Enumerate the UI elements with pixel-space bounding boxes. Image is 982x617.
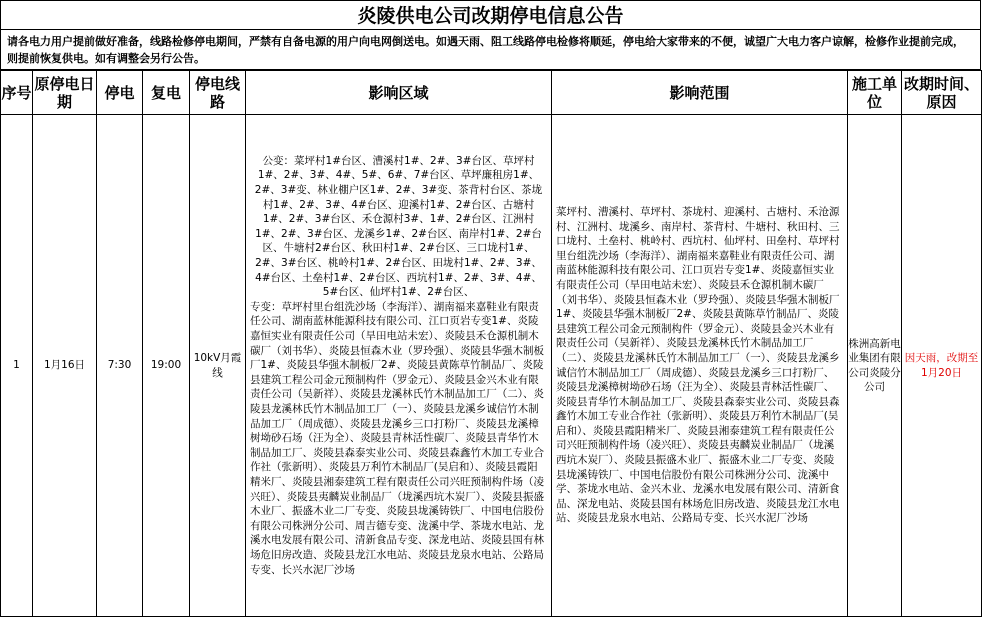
header-scope: 影响范围 — [552, 71, 848, 115]
notice-text: 请各电力用户提前做好准备，线路检修停电期间，严禁有自备电源的用户向电网倒送电。如遇天雨、阻工线路停电检修将顺延，停电给大家带来的不便，诚望广大电力客户谅解，检修作业提前完成，则提前恢复供电。如有调整会另行公告。 — [0, 30, 981, 70]
header-on: 复电 — [143, 71, 190, 115]
cell-reason: 因天雨，改期至1月20日 — [902, 115, 982, 617]
cell-area — [246, 115, 552, 617]
header-reason: 改期时间、原因 — [902, 71, 982, 115]
cell-line: 10kV月霞线 — [190, 115, 246, 617]
table-header-row — [1, 71, 982, 115]
cell-unit: 株洲高新电业集团有限公司炎陵分公司 — [848, 115, 902, 617]
cell-orig-date: 1月16日 — [33, 115, 97, 617]
cell-off-time: 7:30 — [97, 115, 143, 617]
area-dedicated-transformers: 专变：草坪村里台组洗沙场（李海洋）、湖南福来嘉鞋业有限责任公司、湖南蓝林能源科技有限公司、江口页岩专变1#、炎陵嘉恒实业有限责任公司（旱田电站未宏）、炎陵县禾仓源机制木碳厂（刘书华）、炎陵县恒森木业（罗玲强）、炎陵县华强木制板厂1#、炎陵县华强木制板厂2#、炎陵县黄陈草竹制品厂、炎陵县建筑工程公司金元预制构件（罗金元）、炎陵县金兴木业有限责任公司（吴新祥）、炎陵县龙溪林氏竹木制品加工厂（二）、炎陵县龙溪林氏竹木制品加工厂（一）、炎陵县龙溪乡诚信竹木制品加工厂（周成德）、炎陵县龙溪乡三口打粉厂、炎陵县龙溪樟树坳砂石场（汪为全）、炎陵县青林活性碳厂、炎陵县青华竹木制品加工厂、炎陵县森泰实业公司、炎陵县森鑫竹木加工专业合作社（张新明）、炎陵县万利竹木制品厂(吴启和）、炎陵县霞阳精米厂、炎陵县湘泰建筑工程有限责任公司兴旺预制构件场（凌兴旺）、炎陵县夷麟炭业制品厂（垅溪西坑木炭厂）、炎陵县振盛木业厂、振盛木业二厂专变、炎陵县垅溪铸铁厂、中国电信股份有限公司株洲分公司、周吉德专变、泷溪中学、茶垅水电站、龙溪水电发展有限公司、清新食品专变、深龙电站、炎陵县国有林场危旧房改造、炎陵县龙江水电站、炎陵县龙泉水电站、公路局专变、长兴水泥厂沙场 — [250, 300, 544, 576]
header-area: 影响区域 — [246, 71, 552, 115]
header-seq: 序号 — [1, 71, 33, 115]
area-public-transformers: 公变：菜坪村1#台区、漕溪村1#、2#、3#台区、草坪村1#、2#、3#、4#、5#、6#、7#台区、草坪廉租房1#、2#、3#变、林业棚户区1#、2#、3#变、茶背村台区、茶垅村1#、2#、3#、4#台区、迎溪村1#、2#台区、古塘村1#、2#、3#台区、禾仓源村3#、1#、2#台区、江洲村1#、2#、3#台区、龙溪乡1#、2#台区、南岸村1#、2#台区、牛塘村2#台区、秋田村1#、2#台区、三口垅村1#、2#、3#台区、桃岭村1#、2#台区、田垅村1#、2#、3#、4#台区、土垒村1#、2#台区、西坑村1#、2#、3#、4#、5#台区、仙坪村1#、2#台区、 — [254, 154, 543, 299]
outage-table — [0, 70, 982, 617]
table-row — [1, 115, 982, 617]
page-title: 炎陵供电公司改期停电信息公告 — [0, 0, 981, 30]
cell-on-time: 19:00 — [143, 115, 190, 617]
header-line: 停电线路 — [190, 71, 246, 115]
header-unit: 施工单位 — [848, 71, 902, 115]
header-off: 停电 — [97, 71, 143, 115]
header-orig-date: 原停电日期 — [33, 71, 97, 115]
cell-scope: 菜坪村、漕溪村、草坪村、茶垅村、迎溪村、古塘村、禾沧源村、江洲村、垅溪乡、南岸村、茶背村、牛塘村、秋田村、三口垅村、土垒村、桃岭村、西坑村、仙坪村、田垒村、草坪村里台组洗沙场（李海洋）、湖南福来嘉鞋业有限责任公司、湖南蓝林能源科技有限公司、江口页岩专变1#、炎陵嘉恒实业有限责任公司（旱田电站未宏）、炎陵县禾仓源机制木碳厂（刘书华）、炎陵县恒森木业（罗玲强）、炎陵县华强木制板厂1#、炎陵县华强木制板厂2#、炎陵县黄陈草竹制品厂、炎陵县建筑工程公司金元预制构件（罗金元）、炎陵县金兴木业有限责任公司（吴新祥）、炎陵县龙溪林氏竹木制品加工厂（二）、炎陵县龙溪林氏竹木制品加工厂（一）、炎陵县龙溪乡诚信竹木制品加工厂（周成德）、炎陵县龙溪乡三口打粉厂、炎陵县龙溪樟树坳砂石场（汪为全）、炎陵县青林活性碳厂、炎陵县青华竹木制品加工厂、炎陵县森泰实业公司、炎陵县森鑫竹木加工专业合作社（张新明）、炎陵县万利竹木制品厂(吴启和）、炎陵县霞阳精米厂、炎陵县湘泰建筑工程有限责任公司兴旺预制构件场（凌兴旺）、炎陵县夷麟炭业制品厂（垅溪西坑木炭厂）、炎陵县振盛木业厂、振盛木业二厂专变、炎陵县垅溪铸铁厂、中国电信股份有限公司株洲分公司、泷溪中学、茶垅水电站、金兴木业、龙溪水电发展有限公司、清新食品、深龙电站、炎陵县国有林场危旧房改造、炎陵县龙江水电站、炎陵县龙泉水电站、公路局专变、长兴水泥厂沙场 — [552, 115, 848, 617]
cell-seq: 1 — [1, 115, 33, 617]
